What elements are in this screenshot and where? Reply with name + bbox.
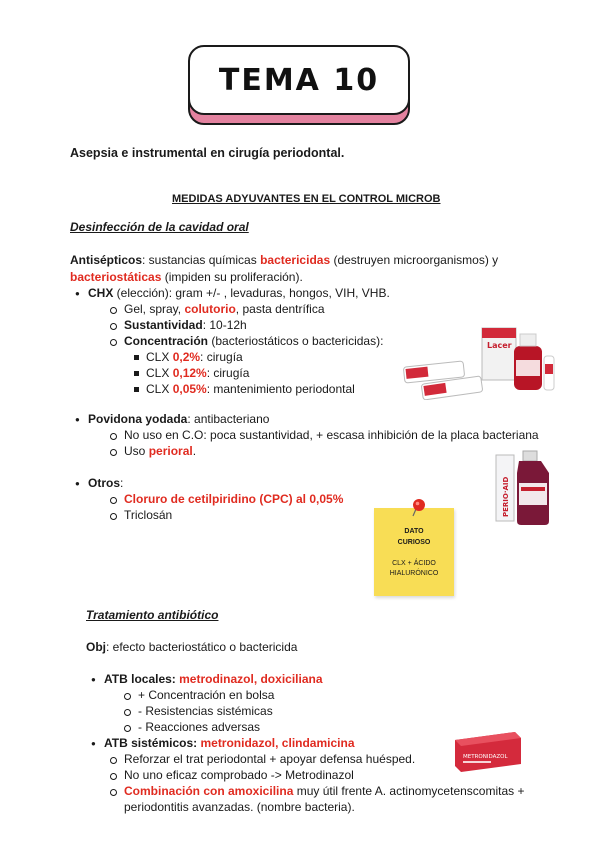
sust-text: : 10-12h bbox=[202, 318, 247, 332]
locales-sub-2 bbox=[138, 704, 273, 719]
otros-text: : bbox=[120, 476, 124, 490]
sticky-line-4: HIALURÓNICO bbox=[389, 570, 439, 577]
antisepticos-intro bbox=[70, 252, 498, 286]
chx-forms bbox=[124, 302, 325, 317]
conc-value: 0,2% bbox=[172, 350, 201, 364]
metro-box-label: METRONIDAZOL bbox=[463, 754, 508, 760]
antisepticos-label: Antisépticos bbox=[70, 253, 143, 267]
chx-sustantividad bbox=[124, 318, 247, 333]
otros-sub-2 bbox=[124, 508, 172, 523]
intro-text2: (destruyen microorganismos) y bbox=[330, 253, 499, 267]
sistemicos-sub-3-text: muy útil frente A. actinomycetenscomitas + bbox=[293, 784, 525, 798]
otros-label: Otros bbox=[88, 476, 121, 490]
intro-red1: bactericidas bbox=[260, 253, 331, 267]
sust-label: Sustantividad bbox=[124, 318, 203, 332]
conc-pre: CLX bbox=[146, 350, 173, 364]
sticky-line-2: CURIOSO bbox=[397, 539, 431, 546]
povidona-label: Povidona yodada bbox=[88, 412, 188, 426]
sticky-note bbox=[374, 508, 454, 596]
intro-text3: (impiden su proliferación). bbox=[161, 270, 303, 284]
metronidazol-box-icon bbox=[455, 730, 521, 772]
sistemicos-sub-3 bbox=[124, 784, 524, 799]
pushpin-icon bbox=[410, 498, 426, 518]
chx-text: (elección): gram +/- , levaduras, hongos, VIH, VHB. bbox=[113, 286, 390, 300]
conc-value: 0,12% bbox=[172, 366, 207, 380]
locales-sub-text: + Concentración en bolsa bbox=[138, 688, 275, 702]
intro-red2: bacteriostáticas bbox=[70, 270, 162, 284]
povidona-sub-2-post: . bbox=[192, 444, 197, 458]
title-box-front bbox=[188, 45, 410, 115]
sistemicos-red: metronidazol, clindamicina bbox=[200, 736, 355, 750]
desinfeccion-heading: Desinfección de la cavidad oral bbox=[70, 220, 249, 234]
otros-sub-1 bbox=[124, 492, 343, 507]
povidona-text: : antibacteriano bbox=[187, 412, 270, 426]
povidona-sub-1 bbox=[124, 428, 539, 443]
locales-sub-text: - Resistencias sistémicas bbox=[138, 704, 273, 718]
intro-text1: : sustancias químicas bbox=[142, 253, 261, 267]
sistemicos-sub-text: Reforzar el trat periodontal + apoyar defensa huésped. bbox=[124, 752, 416, 766]
conc-pre: CLX bbox=[146, 366, 173, 380]
conc-use: : mantenimiento periodontal bbox=[206, 382, 355, 396]
chx-forms-post: , pasta dentrífica bbox=[235, 302, 325, 316]
perio-aid-image bbox=[495, 449, 555, 527]
sistemicos-sub-3-red: Combinación con amoxicilina bbox=[124, 784, 294, 798]
obj-text: : efecto bacteriostático o bactericida bbox=[106, 640, 298, 654]
chx-item bbox=[88, 286, 390, 301]
povidona-sub-2-red: perioral bbox=[148, 444, 193, 458]
atb-sistemicos-item bbox=[104, 736, 355, 751]
lacer-products-image bbox=[402, 320, 560, 400]
subtitle: Asepsia e instrumental en cirugía periodontal. bbox=[70, 146, 345, 160]
page-title: TEMA 10 bbox=[218, 62, 380, 98]
povidona-sub-2-pre: Uso bbox=[124, 444, 149, 458]
chx-concentracion bbox=[124, 334, 383, 349]
sistemicos-sub-2 bbox=[124, 768, 354, 783]
otros-sub-2-text: Triclosán bbox=[124, 508, 173, 522]
conc-pre: CLX bbox=[146, 382, 173, 396]
section-heading: MEDIDAS ADYUVANTES EN EL CONTROL MICROB bbox=[172, 193, 441, 205]
conc-use: : cirugía bbox=[206, 366, 250, 380]
conc-item-1 bbox=[146, 350, 243, 365]
metronidazol-image bbox=[455, 730, 521, 772]
chx-forms-red: colutorio bbox=[184, 302, 236, 316]
conc-text: (bacteriostáticos o bactericidas): bbox=[208, 334, 384, 348]
povidona-item bbox=[88, 412, 269, 427]
otros-sub-1-text: Cloruro de cetilpiridino (CPC) al 0,05% bbox=[124, 492, 344, 506]
title-box bbox=[188, 45, 410, 125]
sistemicos-label: ATB sistémicos: bbox=[104, 736, 201, 750]
sistemicos-sub-3-line2: periodontitis avanzadas. (nombre bacteria). bbox=[124, 800, 355, 814]
conc-label: Concentración bbox=[124, 334, 209, 348]
lacer-products-icon bbox=[402, 320, 560, 400]
locales-sub-3 bbox=[138, 720, 260, 735]
tratamiento-heading: Tratamiento antibiótico bbox=[86, 608, 219, 622]
sistemicos-sub-1 bbox=[124, 752, 415, 767]
locales-sub-text: - Reacciones adversas bbox=[138, 720, 261, 734]
sistemicos-sub-text: No uno eficaz comprobado -> Metrodinazol bbox=[124, 768, 354, 782]
atb-locales-item bbox=[104, 672, 323, 687]
perio-aid-icon bbox=[495, 449, 555, 527]
locales-sub-1 bbox=[138, 688, 274, 703]
locales-red: metrodinazol, doxiciliana bbox=[179, 672, 323, 686]
locales-label: ATB locales: bbox=[104, 672, 180, 686]
otros-item bbox=[88, 476, 123, 491]
obj-line bbox=[86, 640, 297, 654]
povidona-sub-2 bbox=[124, 444, 196, 459]
sticky-line-1: DATO bbox=[404, 528, 424, 535]
povidona-sub-1-text: No uso en C.O: poca sustantividad, + escasa inhibición de la placa bacteriana bbox=[124, 428, 539, 442]
perio-box-label: PERIO·AID bbox=[502, 476, 510, 517]
conc-item-2 bbox=[146, 366, 249, 381]
sticky-line-3: CLX + ÁCIDO bbox=[392, 560, 436, 567]
chx-forms-pre: Gel, spray, bbox=[124, 302, 185, 316]
conc-item-3 bbox=[146, 382, 355, 397]
conc-use: : cirugía bbox=[200, 350, 243, 364]
conc-value: 0,05% bbox=[172, 382, 207, 396]
lacer-box-label: Lacer bbox=[487, 341, 512, 350]
obj-label: Obj bbox=[86, 640, 106, 654]
chx-label: CHX bbox=[88, 286, 114, 300]
